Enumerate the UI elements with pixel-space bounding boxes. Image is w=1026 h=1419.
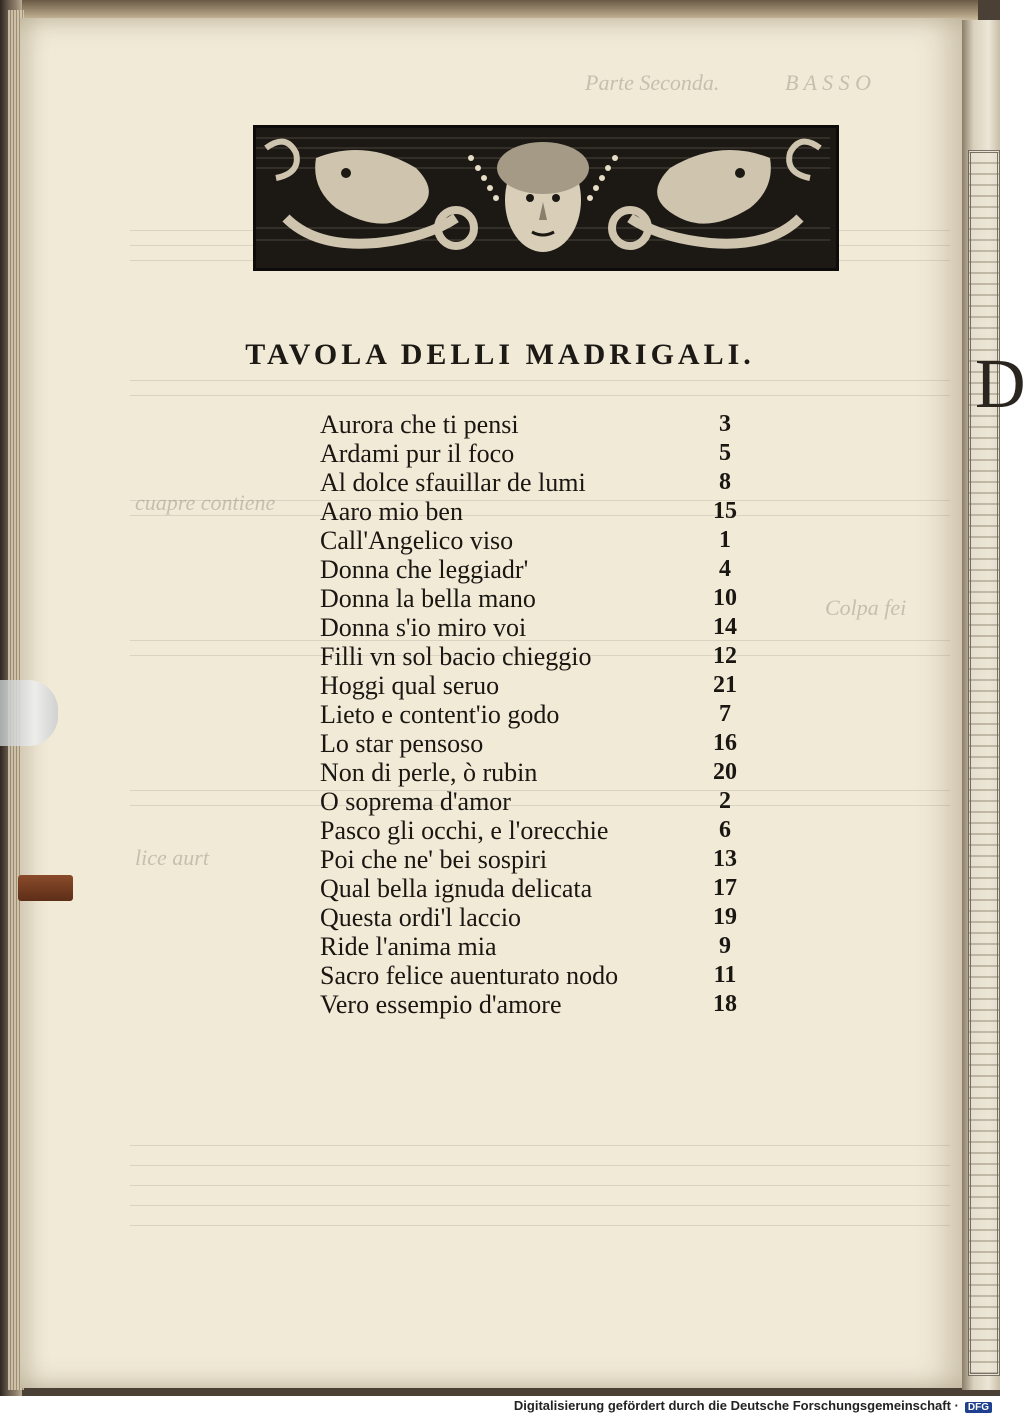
index-entry	[320, 903, 760, 932]
entry-page-number: 9	[719, 933, 731, 959]
index-entry	[320, 845, 760, 874]
entry-title: Qual bella ignuda delicata	[320, 874, 593, 903]
entry-page-number: 15	[713, 498, 737, 524]
entry-title: Ardami pur il foco	[320, 439, 515, 468]
index-entry	[320, 787, 760, 816]
bleed-staff-line	[130, 1165, 950, 1166]
entry-page-number: 8	[719, 469, 731, 495]
index-entry	[320, 497, 760, 526]
bleed-staff-line	[130, 380, 950, 381]
entry-title: Aurora che ti pensi	[320, 410, 519, 439]
entry-page-number: 18	[713, 991, 737, 1017]
entry-page-number: 4	[719, 556, 731, 582]
bleed-parte: Parte Seconda.	[585, 70, 720, 95]
entry-page-number: 1	[719, 527, 731, 553]
entry-title: Filli vn sol bacio chieggio	[320, 642, 592, 671]
index-entry	[320, 584, 760, 613]
entry-page-number: 21	[713, 672, 737, 698]
entry-page-number: 10	[713, 585, 737, 611]
index-entry	[320, 816, 760, 845]
bleed-header: B A S S O	[785, 70, 871, 95]
index-entry	[320, 758, 760, 787]
entry-title: Lieto e content'io godo	[320, 700, 560, 729]
entry-title: Donna s'io miro voi	[320, 613, 527, 642]
woodcut-ornament-icon	[256, 128, 830, 262]
index-entry	[320, 932, 760, 961]
index-entry	[320, 700, 760, 729]
index-entry	[320, 439, 760, 468]
madrigal-index-list	[320, 410, 760, 1019]
entry-page-number: 11	[713, 962, 737, 988]
index-entry	[320, 729, 760, 758]
entry-page-number: 5	[719, 440, 731, 466]
entry-page-number: 14	[713, 614, 737, 640]
bleed-line: cuapre contiene	[135, 490, 276, 515]
digitization-credit	[514, 1398, 992, 1413]
entry-page-number: 20	[713, 759, 737, 785]
index-entry	[320, 468, 760, 497]
entry-title: Aaro mio ben	[320, 497, 463, 526]
entry-title: Al dolce sfauillar de lumi	[320, 468, 586, 497]
entry-page-number: 6	[719, 817, 731, 843]
index-entry	[320, 990, 760, 1019]
bleed-line: Colpa fei	[825, 595, 907, 620]
entry-title: O soprema d'amor	[320, 787, 511, 816]
index-entry	[320, 874, 760, 903]
entry-page-number: 12	[713, 643, 737, 669]
entry-title: Vero essempio d'amore	[320, 990, 562, 1019]
facing-page-initial: D	[975, 346, 1026, 423]
entry-page-number: 19	[713, 904, 737, 930]
page-clip	[0, 680, 58, 746]
index-entry	[320, 642, 760, 671]
index-entry	[320, 961, 760, 990]
entry-title: Hoggi qual seruo	[320, 671, 500, 700]
index-entry	[320, 671, 760, 700]
index-entry	[320, 526, 760, 555]
entry-title: Lo star pensoso	[320, 729, 484, 758]
entry-title: Ride l'anima mia	[320, 932, 497, 961]
index-entry	[320, 555, 760, 584]
index-entry	[320, 613, 760, 642]
credit-text: Digitalisierung gefördert durch die Deutsche Forschungsgemeinschaft ·	[513, 1398, 959, 1413]
entry-page-number: 3	[719, 411, 731, 437]
entry-page-number: 2	[719, 788, 731, 814]
bleed-staff-line	[130, 395, 950, 396]
bleed-line: lice aurt	[135, 845, 209, 870]
index-entry	[320, 410, 760, 439]
entry-title: Donna che leggiadr'	[320, 555, 529, 584]
book-clasp	[18, 875, 73, 901]
entry-title: Pasco gli occhi, e l'orecchie	[320, 816, 609, 845]
entry-page-number: 13	[713, 846, 737, 872]
bleed-staff-line	[130, 1205, 950, 1206]
bleed-staff-line	[130, 1145, 950, 1146]
entry-title: Questa ordi'l laccio	[320, 903, 522, 932]
entry-title: Call'Angelico viso	[320, 526, 514, 555]
facing-page-ornament-border	[968, 150, 1000, 1376]
page-title: TAVOLA DELLI MADRIGALI.	[245, 338, 755, 371]
bleed-staff-line	[130, 1225, 950, 1226]
entry-page-number: 16	[713, 730, 737, 756]
entry-page-number: 7	[719, 701, 731, 727]
entry-title: Sacro felice auenturato nodo	[320, 961, 619, 990]
woodcut-headpiece	[253, 125, 839, 271]
entry-title: Non di perle, ò rubin	[320, 758, 538, 787]
entry-title: Poi che ne' bei sospiri	[320, 845, 548, 874]
entry-page-number: 17	[713, 875, 737, 901]
entry-title: Donna la bella mano	[320, 584, 536, 613]
dfg-logo-icon: DFG	[965, 1402, 992, 1413]
bleed-staff-line	[130, 1185, 950, 1186]
